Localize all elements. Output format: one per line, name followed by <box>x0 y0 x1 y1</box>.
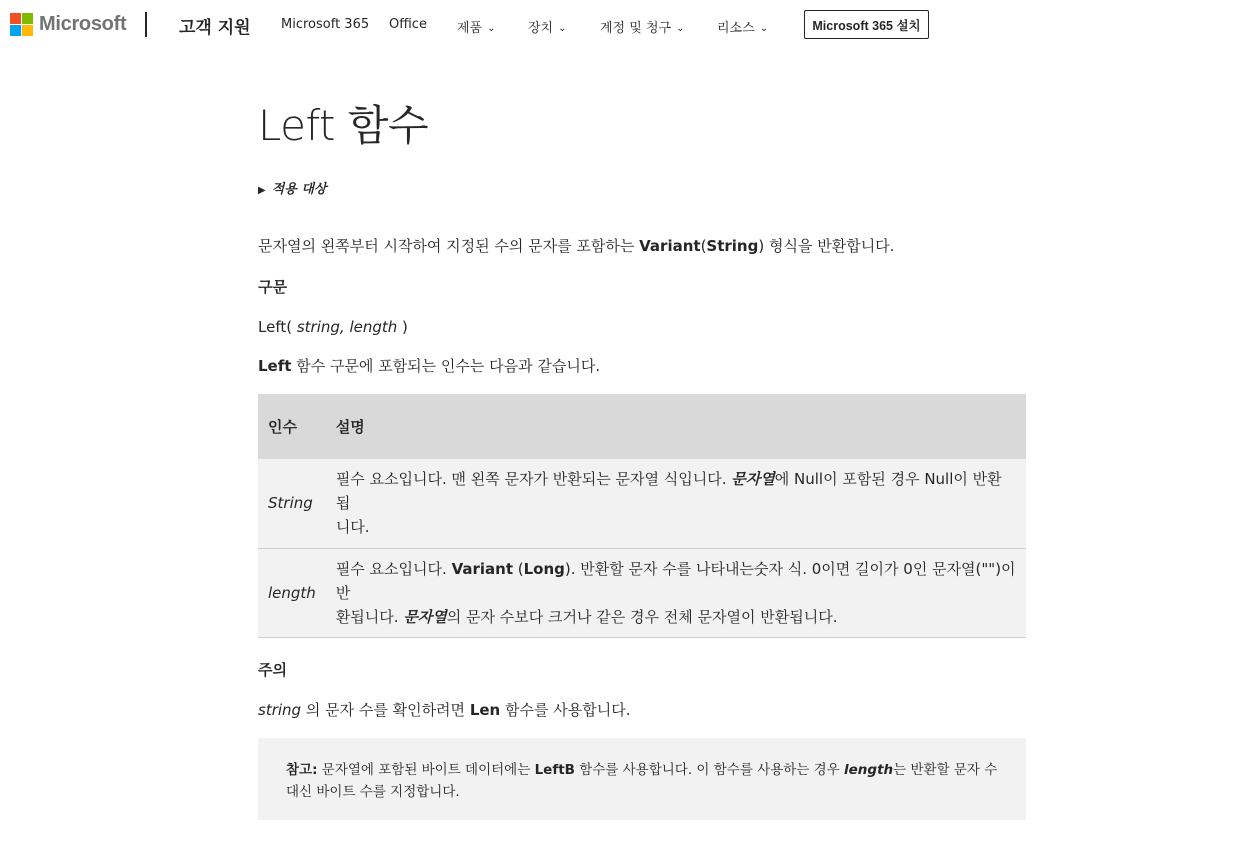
argument-description: 필수 요소입니다. Variant (Long). 반환할 문자 수를 나타내는숫자 식. 0이면 길이가 0인 문자열("")이 반 환됩니다. 문자열의 문자 수보다 크거나 같은 경우 전체 문자열이 반환됩니다. <box>326 548 1026 637</box>
support-home-link[interactable]: 고객 지원 <box>179 18 251 38</box>
article-body <box>258 98 1026 800</box>
argument-name: length <box>258 548 326 637</box>
top-navigation-bar <box>0 0 1248 52</box>
expand-triangle-icon: ▶ <box>258 185 266 196</box>
arguments-table <box>258 394 1026 638</box>
argument-description: 필수 요소입니다. 맨 왼쪽 문자가 반환되는 문자열 식입니다. 문자열에 Null이 포함된 경우 Null이 반환됩 니다. <box>326 459 1026 548</box>
nav-account-billing[interactable]: 계정 및 청구 ⌄ <box>600 21 685 36</box>
chevron-down-icon: ⌄ <box>759 23 769 34</box>
chevron-down-icon: ⌄ <box>676 23 685 34</box>
column-header: 설명 <box>326 394 1026 459</box>
arguments-intro: Left 함수 구문에 포함되는 인수는 다음과 같습니다. <box>258 357 601 375</box>
remarks-heading: 주의 <box>258 661 287 679</box>
chevron-down-icon: ⌄ <box>487 23 496 34</box>
note-callout: 참고: 문자열에 포함된 바이트 데이터에는 LeftB 함수를 사용합니다. 이 함수를 사용하는 경우 length는 반환할 문자 수 대신 바이트 수를 지정합니다. <box>258 738 1026 820</box>
syntax-line: Left( string, length ) <box>258 318 408 336</box>
remarks-paragraph: string 의 문자 수를 확인하려면 Len 함수를 사용합니다. <box>258 701 631 719</box>
column-header: 인수 <box>258 394 326 459</box>
install-microsoft-365-button[interactable]: Microsoft 365 설치 <box>804 10 929 39</box>
page-title: Left 함수 <box>258 101 429 150</box>
nav-devices[interactable]: 장치 ⌄ <box>528 21 567 36</box>
table-header-row <box>258 394 1026 459</box>
nav-products[interactable]: 제품 ⌄ <box>457 21 496 36</box>
brand-name: Microsoft <box>39 13 127 35</box>
nav-microsoft-365[interactable]: Microsoft 365 <box>281 17 370 32</box>
table-row <box>258 548 1026 637</box>
header-divider <box>145 12 147 37</box>
nav-office[interactable]: Office <box>389 17 427 32</box>
microsoft-logo[interactable] <box>10 13 126 36</box>
chevron-down-icon: ⌄ <box>558 23 567 34</box>
intro-paragraph: 문자열의 왼쪽부터 시작하여 지정된 수의 문자를 포함하는 Variant(String) 형식을 반환합니다. <box>258 237 895 255</box>
applies-to-toggle[interactable]: ▶ 적용 대상 <box>258 182 327 197</box>
nav-resources[interactable]: 리소스 ⌄ <box>717 21 769 36</box>
microsoft-logo-icon <box>10 13 33 36</box>
syntax-heading: 구문 <box>258 278 287 296</box>
note-label: 참고: <box>286 762 318 778</box>
argument-name: String <box>258 459 326 548</box>
table-row <box>258 459 1026 548</box>
